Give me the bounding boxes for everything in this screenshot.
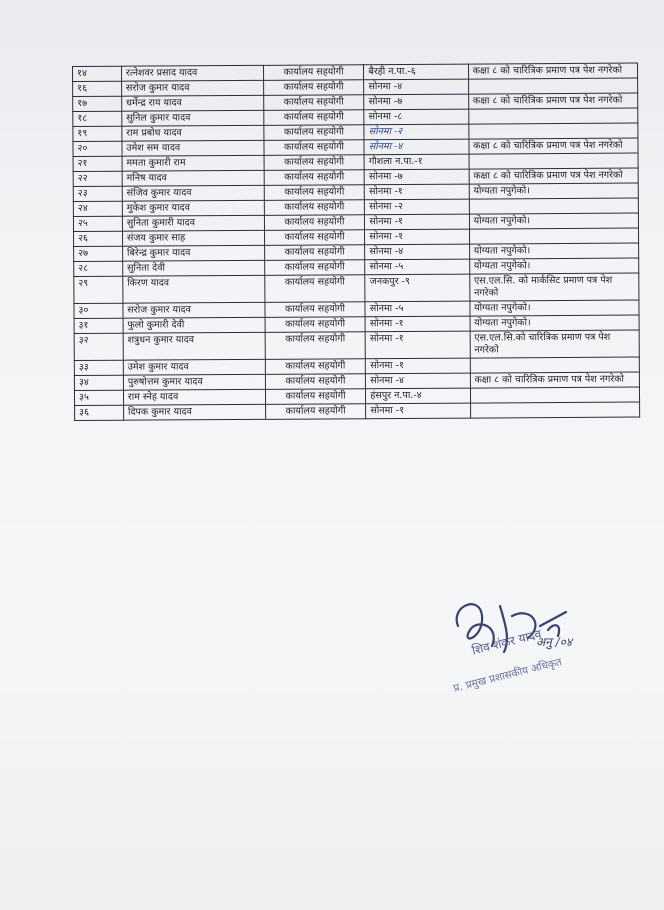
remarks: कक्षा ८ को चारित्रिक प्रमाण पत्र पेश नगरेको: [469, 138, 638, 154]
applicant-name: संजय कुमार साह: [122, 230, 264, 246]
post: कार्यालय सहयोगी: [265, 317, 366, 333]
address: सोनमा -१: [365, 214, 469, 230]
serial-number: १९: [73, 126, 122, 141]
remarks: [470, 402, 639, 418]
address: सोनमा -१: [366, 403, 470, 419]
signatory-name: शिव शंकर यादव: [470, 626, 543, 658]
serial-number: २६: [74, 231, 123, 246]
applicant-name: किरण यादव: [123, 275, 265, 303]
serial-number: २४: [73, 201, 122, 216]
address: सोनमा -१: [366, 358, 470, 374]
remarks: [469, 198, 638, 214]
applicant-name: पुरुषोत्तम कुमार यादव: [123, 374, 265, 390]
remarks: योग्यता नपुगेको।: [470, 300, 639, 316]
remarks: योग्यता नपुगेको।: [469, 258, 638, 274]
signatory-title: प्र. प्रमुख प्रशासकीय अधिकृत: [452, 656, 564, 695]
serial-number: २२: [73, 171, 122, 186]
post: कार्यालय सहयोगी: [265, 302, 366, 318]
applicant-name: सुनिल कुमार यादव: [122, 110, 264, 126]
address: सोनमा -४: [366, 373, 470, 389]
applicant-name: उमेश कुमार यादव: [123, 359, 265, 375]
remarks: कक्षा ८ को चारित्रिक प्रमाण पत्र पेश नगरेको: [468, 63, 637, 79]
address-handwritten: सोनमा -२: [364, 124, 468, 140]
serial-number: ३२: [74, 333, 123, 360]
applicant-name: रत्नेशवर प्रसाद यादव: [121, 65, 263, 81]
remarks: योग्यता नपुगेको।: [469, 183, 638, 199]
address: बैरही न.पा.-६: [364, 64, 468, 80]
remarks: योग्यता नपुगेको।: [469, 213, 638, 229]
remarks: [469, 228, 638, 244]
address: सोनमा -१: [365, 331, 469, 359]
applicant-name: सुनिता देवी: [123, 260, 265, 276]
post: कार्यालय सहयोगी: [265, 374, 366, 390]
remarks: [470, 357, 639, 373]
post: कार्यालय सहयोगी: [263, 110, 364, 126]
address: सोनमा -५: [365, 301, 469, 317]
remarks: योग्यता नपुगेको।: [470, 315, 639, 331]
post: कार्यालय सहयोगी: [264, 185, 365, 201]
post: कार्यालय सहयोगी: [264, 215, 365, 231]
table-row: [74, 330, 639, 360]
post: कार्यालय सहयोगी: [264, 155, 365, 171]
serial-number: २१: [73, 156, 122, 171]
remarks: [468, 108, 637, 124]
address: जनकपुर -९: [365, 274, 469, 302]
serial-number: २३: [73, 186, 122, 201]
serial-number: ३०: [74, 303, 123, 318]
applicant-name: ममता कुमारी राम: [122, 155, 264, 171]
serial-number: ३५: [74, 390, 123, 405]
address: सोनमा -२: [365, 199, 469, 215]
applicant-name: शत्रुधन कुमार यादव: [123, 332, 265, 360]
remarks: [468, 78, 637, 94]
address: गौशला न.पा.-१: [364, 154, 468, 170]
post: कार्यालय सहयोगी: [264, 170, 365, 186]
serial-number: १६: [73, 81, 122, 96]
table-row: [75, 402, 640, 420]
serial-number: २९: [74, 276, 123, 303]
address: सोनमा -७: [364, 169, 468, 185]
applicant-name: मुकेश कुमार यादव: [122, 200, 264, 216]
table-row: [74, 273, 639, 303]
applicant-name: सुनिता कुमारी यादव: [122, 215, 264, 231]
applicant-name: सरोज कुमार यादव: [121, 80, 263, 96]
address: सोनमा -७: [364, 94, 468, 110]
serial-number: १७: [73, 96, 122, 111]
post: कार्यालय सहयोगी: [265, 359, 366, 375]
address: सोनमा -१: [365, 316, 469, 332]
applicant-table: [72, 63, 640, 421]
remarks: कक्षा ८ को चारित्रिक प्रमाण पत्र पेश नगरेको: [469, 168, 638, 184]
serial-number: ३१: [74, 318, 123, 333]
applicant-name: संजिव कुमार यादव: [122, 185, 264, 201]
remarks: [470, 387, 639, 403]
post: कार्यालय सहयोगी: [265, 389, 366, 405]
applicant-name: राम प्रबोध यादव: [122, 125, 264, 141]
post: कार्यालय सहयोगी: [263, 65, 364, 81]
address-handwritten: सोनमा -४: [364, 139, 468, 155]
serial-number: २७: [74, 246, 123, 261]
signature-scribble: [440, 586, 640, 726]
remarks: [469, 123, 638, 139]
serial-number: ३६: [75, 405, 124, 420]
remarks: [469, 153, 638, 169]
serial-number: ३३: [74, 360, 123, 375]
address: सोनमा -४: [365, 244, 469, 260]
remarks: कक्षा ८ को चारित्रिक प्रमाण पत्र पेश नगरेको: [468, 93, 637, 109]
post: कार्यालय सहयोगी: [265, 275, 366, 303]
remarks: योग्यता नपुगेको।: [469, 243, 638, 259]
post: कार्यालय सहयोगी: [264, 140, 365, 156]
applicant-name: धर्मेन्द्र राय यादव: [122, 95, 264, 111]
serial-number: २५: [73, 216, 122, 231]
address: सोनमा -१: [365, 229, 469, 245]
applicant-name: दिपक कुमार यादव: [123, 404, 265, 420]
post: कार्यालय सहयोगी: [264, 125, 365, 141]
address: सोनमा -८: [364, 109, 468, 125]
post: कार्यालय सहयोगी: [264, 230, 365, 246]
applicant-name: उमेश सम यादव: [122, 140, 264, 156]
post: कार्यालय सहयोगी: [265, 404, 366, 420]
post: कार्यालय सहयोगी: [263, 80, 364, 96]
applicant-name: सरोज कुमार यादव: [123, 302, 265, 318]
address: सोनमा -१: [365, 184, 469, 200]
serial-number: २०: [73, 141, 122, 156]
serial-number: २८: [74, 261, 123, 276]
applicant-name: बिरेन्द्र कुमार यादव: [122, 245, 264, 261]
post: कार्यालय सहयोगी: [264, 260, 365, 276]
applicant-name: फुलो कुमारी देवी: [123, 317, 265, 333]
serial-number: ३४: [74, 375, 123, 390]
applicant-name: मनिष यादव: [122, 170, 264, 186]
address: सोनमा -५: [365, 259, 469, 275]
signature-text: अनु /०४: [536, 635, 573, 649]
address: हंसपुर न.पा.-४: [366, 388, 470, 404]
remarks: एस.एल.सि.को चारित्रिक प्रमाण पत्र पेश नगरेको: [470, 330, 640, 358]
remarks: कक्षा ८ को चारित्रिक प्रमाण पत्र पेश नगरेको: [470, 372, 639, 388]
applicant-name: राम स्नेह यादव: [123, 389, 265, 405]
post: कार्यालय सहयोगी: [264, 200, 365, 216]
post: कार्यालय सहयोगी: [265, 332, 366, 360]
serial-number: १४: [73, 66, 122, 81]
post: कार्यालय सहयोगी: [263, 95, 364, 111]
remarks: एस.एल.सि. को मार्कसिट प्रमाण पत्र पेश नगरेको: [469, 273, 639, 301]
address: सोनमा -४: [364, 79, 468, 95]
post: कार्यालय सहयोगी: [264, 245, 365, 261]
serial-number: १८: [73, 111, 122, 126]
